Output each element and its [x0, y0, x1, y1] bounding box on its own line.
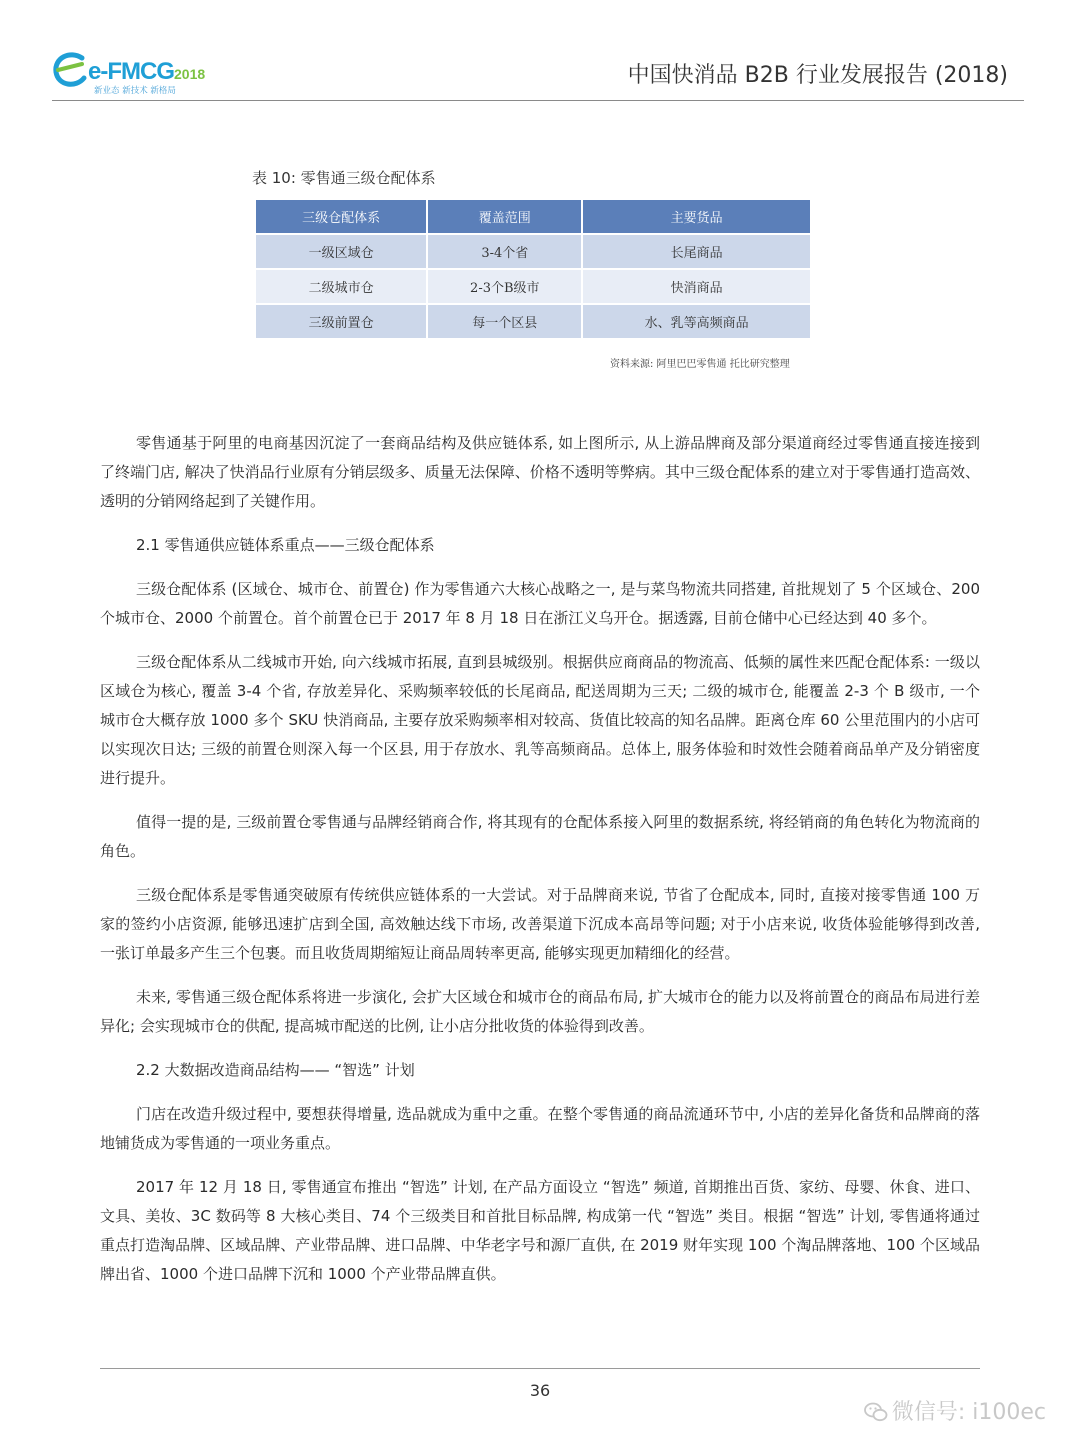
paragraph: 值得一提的是, 三级前置仓零售通与品牌经销商合作, 将其现有的仓配体系接入阿里的数据系统, 将经销商的角色转化为物流商的角色。 — [100, 813, 980, 860]
paragraph: 零售通基于阿里的电商基因沉淀了一套商品结构及供应链体系, 如上图所示, 从上游品牌商及部分渠道商经过零售通直接连接到了终端门店, 解决了快消品行业原有分销层级多、质量无法保障、价格不透明等弊病。其中三级仓配体系的建立对于零售通打造高效、透明的分销网络起到了关键作用。 — [100, 434, 980, 510]
table-cell: 每一个区县 — [427, 304, 582, 338]
report-title: 中国快消品 B2B 行业发展报告 (2018) — [627, 63, 1008, 88]
paragraph: 三级仓配体系是零售通突破原有传统供应链体系的一大尝试。对于品牌商来说, 节省了仓配成本, 同时, 直接对接零售通 100 万家的签约小店资源, 能够迅速扩店到全国, 高效触达线下市场, 改善渠道下沉成本高昂等问题; 对于小店来说, 收货体验能够得到改善, 一张订单最多产生三个包裹。而且收货周期缩短让商品周转率更高, 能够实现更加精细化的经营。 — [100, 886, 980, 962]
wechat-watermark — [864, 1395, 1046, 1426]
table-caption: 表 10: 零售通三级仓配体系 — [252, 169, 436, 187]
table-header-cell: 主要货品 — [582, 200, 810, 234]
page-header — [0, 0, 1080, 102]
section-heading: 2.1 零售通供应链体系重点——三级仓配体系 — [136, 536, 435, 554]
table-cell: 一级区域仓 — [256, 234, 427, 269]
table-source-note: 资料来源: 阿里巴巴零售通 托比研究整理 — [610, 359, 790, 370]
wechat-icon — [864, 1401, 888, 1423]
watermark-text: 微信号: i100ec — [891, 1400, 1046, 1425]
table-header-row — [256, 200, 810, 234]
header-divider — [52, 100, 1024, 101]
table-cell: 快消商品 — [582, 269, 810, 304]
warehouse-table — [256, 200, 810, 338]
paragraph: 三级仓配体系从二线城市开始, 向六线城市拓展, 直到县城级别。根据供应商商品的物流高、低频的属性来匹配仓配体系: 一级以区域仓为核心, 覆盖 3-4 个省, 存放差异化、采购频率较低的长尾商品, 配送周期为三天; 二级的城市仓, 能覆盖 2-3 个 B 级市, 一个城市仓大概存放 1000 多个 SKU 快消商品, 主要存放采购频率相对较高、货值比较高的知名品牌。距离仓库 60 公里范围内的小店可以实现次日达; 三级的前置仓则深入每一个区县, 用于存放水、乳等高频商品。总体上, 服务体验和时效性会随着商品单产及分销密度进行提升。 — [100, 653, 980, 787]
footer-divider — [100, 1368, 980, 1369]
table-cell: 长尾商品 — [582, 234, 810, 269]
section-heading: 2.2 大数据改造商品结构—— “智选” 计划 — [136, 1061, 415, 1079]
logo-text: e-FMCG2018 — [88, 58, 206, 85]
table-row — [256, 234, 810, 269]
efmcg-logo — [52, 48, 212, 96]
table-cell: 3-4个省 — [427, 234, 582, 269]
table-cell: 水、乳等高频商品 — [582, 304, 810, 338]
paragraph: 2017 年 12 月 18 日, 零售通宣布推出 “智选” 计划, 在产品方面设立 “智选” 频道, 首期推出百货、家纺、母婴、休食、进口、文具、美妆、3C 数码等 8 大核心类目、74 个三级类目和首批目标品牌, 构成第一代 “智选” 类目。根据 “智选” 计划, 零售通将通过重点打造淘品牌、区域品牌、产业带品牌、进口品牌、中华老字号和源厂直供, 在 2019 财年实现 100 个淘品牌落地、100 个区域品牌出省、1000 个进口品牌下沉和 1000 个产业带品牌直供。 — [100, 1178, 980, 1283]
paragraph: 未来, 零售通三级仓配体系将进一步演化, 会扩大区域仓和城市仓的商品布局, 扩大城市仓的能力以及将前置仓的商品布局进行差异化; 会实现城市仓的供配, 提高城市配送的比例, 让小店分批收货的体验得到改善。 — [100, 988, 980, 1035]
paragraph: 门店在改造升级过程中, 要想获得增量, 选品就成为重中之重。在整个零售通的商品流通环节中, 小店的差异化备货和品牌商的落地铺货成为零售通的一项业务重点。 — [100, 1105, 980, 1152]
paragraph: 三级仓配体系 (区域仓、城市仓、前置仓) 作为零售通六大核心战略之一, 是与菜鸟物流共同搭建, 首批规划了 5 个区域仓、200 个城市仓、2000 个前置仓。首个前置仓已于 2017 年 8 月 18 日在浙江义乌开仓。据透露, 目前仓储中心已经达到 40 多个。 — [100, 580, 980, 627]
table-cell: 三级前置仓 — [256, 304, 427, 338]
table-row — [256, 269, 810, 304]
table-header-cell: 三级仓配体系 — [256, 200, 427, 234]
logo-swoosh-icon — [52, 48, 92, 92]
logo-tagline: 新业态 新技术 新格局 — [94, 86, 176, 96]
table-cell: 2-3个B级市 — [427, 269, 582, 304]
table-row — [256, 304, 810, 338]
table-cell: 二级城市仓 — [256, 269, 427, 304]
table-header-cell: 覆盖范围 — [427, 200, 582, 234]
article-body — [100, 429, 980, 1304]
page-number: 36 — [529, 1381, 551, 1400]
